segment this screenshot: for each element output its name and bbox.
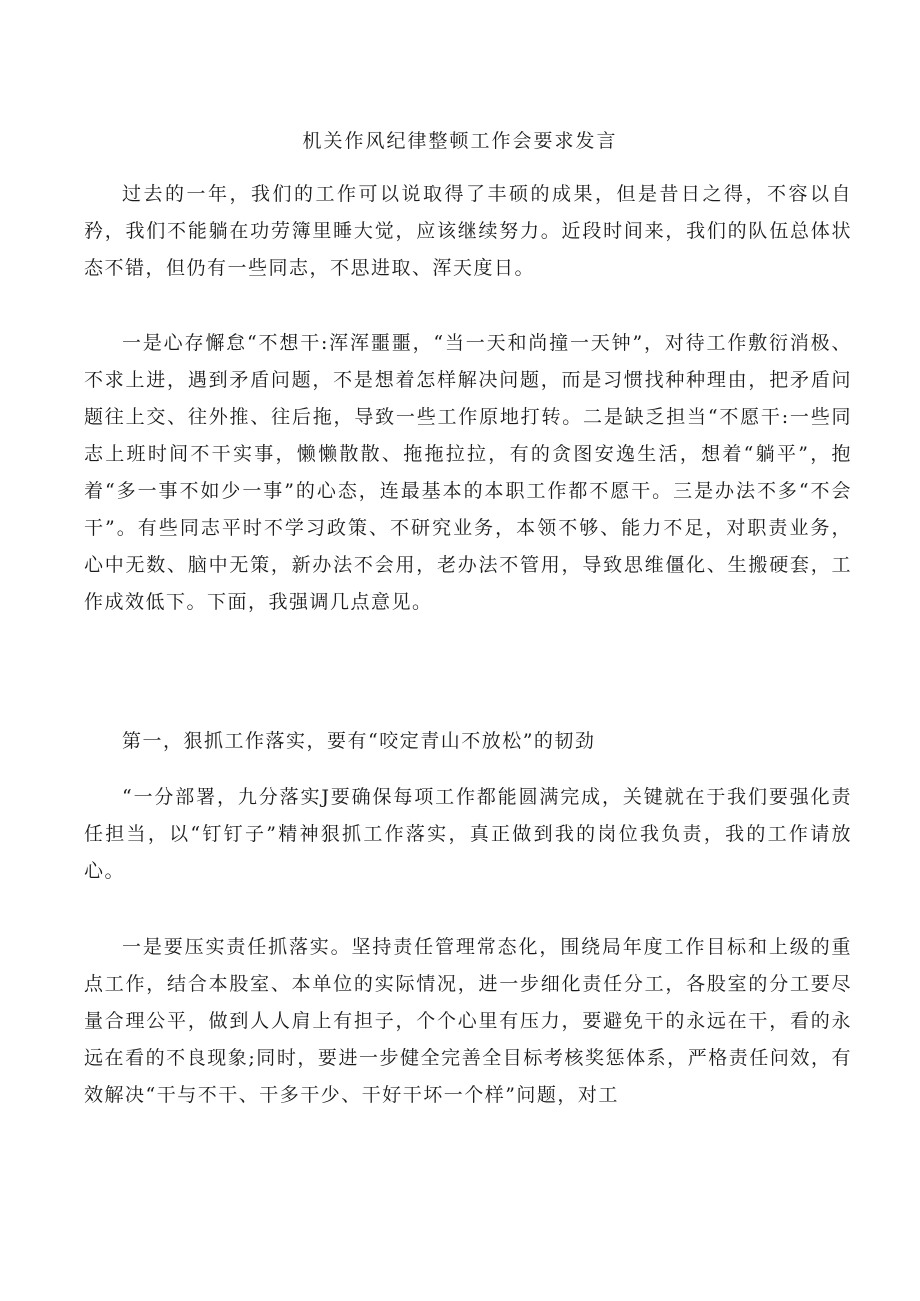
body-paragraph-intro: 过去的一年，我们的工作可以说取得了丰硕的成果，但是昔日之得，不容以自矜，我们不能躺在功劳簿里睡大觉，应该继续努力。近段时间来，我们的队伍总体状态不错，但仍有一些同志，不思进取、浑天度日。 [84,183,852,279]
document-title: 机关作风纪律整顿工作会要求发言 [302,130,618,152]
body-paragraph-problems: 一是心存懈怠“不想干:浑浑噩噩，“当一天和尚撞一天钟”，对待工作敷衍消极、不求上进，遇到矛盾问题，不是想着怎样解决问题，而是习惯找种种理由，把矛盾问题往上交、往外推、往后拖，导致一些工作原地打转。二是缺乏担当“不愿干:一些同志上班时间不干实事，懒懒散散、拖拖拉拉，有的贪图安逸生活，想着“躺平”，抱着“多一事不如少一事”的心态，连最基本的本职工作都不愿干。三是办法不多“不会干”。有些同志平时不学习政策、不研究业务，本领不够、能力不足，对职责业务，心中无数、脑中无策，新办法不会用，老办法不管用，导致思维僵化、生搬硬套，工作成效低下。下面，我强调几点意见。 [84,332,852,613]
body-paragraph-implementation: “一分部署，九分落实J要确保每项工作都能圆满完成，关键就在于我们要强化责任担当，以“钉钉子”精神狠抓工作落实，真正做到我的岗位我负责，我的工作请放心。 [84,786,852,882]
body-paragraph-responsibility: 一是要压实责任抓落实。坚持责任管理常态化，围绕局年度工作目标和上级的重点工作，结合本股室、本单位的实际情况，进一步细化责任分工，各股室的分工要尽量合理公平，做到人人肩上有担子，个个心里有压力，要避免干的永远在干，看的永远在看的不良现象;同时，要进一步健全完善全目标考核奖惩体系，严格责任问效，有效解决“干与不干、干多干少、干好干坏一个样”问题，对工 [84,936,852,1106]
section-heading-first: 第一，狠抓工作落实，要有“咬定青山不放松”的韧劲 [122,730,596,752]
